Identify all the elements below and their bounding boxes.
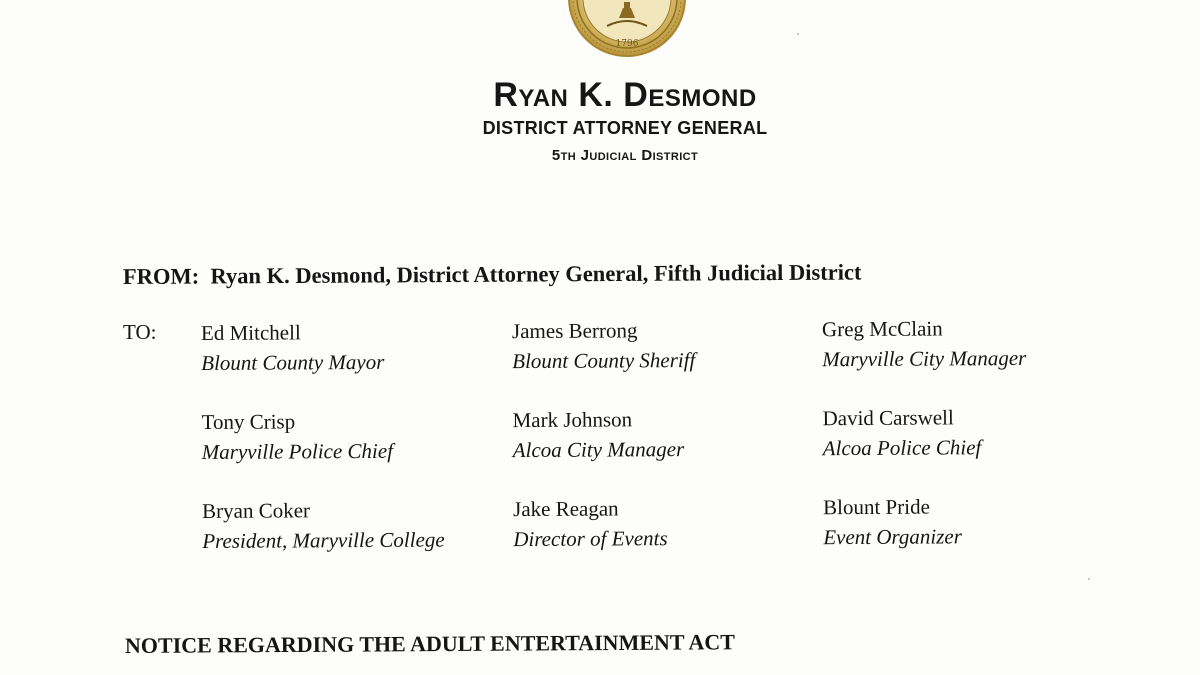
recipient-role: Director of Events (513, 526, 668, 552)
recipient-name: Ed Mitchell (200, 320, 301, 345)
recipient-name: Greg McClain (821, 316, 943, 342)
recipient-item (201, 317, 385, 378)
seal-year: 1796 (615, 39, 639, 49)
recipient-item (202, 495, 445, 556)
recipient-item (513, 493, 668, 554)
from-label: FROM: (122, 263, 200, 289)
to-label: TO: (123, 320, 157, 344)
recipient-role: Blount County Sheriff (512, 347, 696, 374)
letterhead-district: 5th Judicial District (551, 147, 699, 164)
recipient-role: Alcoa Police Chief (822, 435, 982, 461)
recipient-name: Jake Reagan (513, 496, 619, 522)
recipient-role: Blount County Mayor (201, 349, 385, 375)
recipient-item (823, 491, 962, 552)
recipient-name: David Carswell (822, 405, 954, 431)
letterhead-name: Ryan K. Desmond (493, 76, 757, 114)
from-text: Ryan K. Desmond, District Attorney General, Fifth Judicial District (210, 259, 862, 289)
scan-speck (1088, 578, 1090, 580)
recipient-role: Event Organizer (823, 524, 962, 550)
recipient-role: Alcoa City Manager (512, 437, 685, 463)
recipient-role: Maryville City Manager (822, 345, 1027, 372)
letterhead-title: DISTRICT ATTORNEY GENERAL (482, 118, 768, 138)
recipient-name: Tony Crisp (201, 409, 296, 434)
recipient-name: Bryan Coker (202, 498, 311, 523)
recipient-name: Blount Pride (823, 494, 930, 520)
recipient-item (822, 402, 981, 463)
recipient-item (201, 406, 393, 467)
recipient-name: James Berrong (511, 318, 638, 344)
recipient-item (512, 315, 696, 376)
recipient-name: Mark Johnson (512, 407, 633, 433)
recipient-item (512, 404, 684, 465)
notice-heading: NOTICE REGARDING THE ADULT ENTERTAINMENT ACT (124, 629, 735, 658)
scan-speck (797, 33, 799, 35)
recipient-role: President, Maryville College (202, 527, 445, 553)
recipient-item (822, 313, 1026, 374)
recipient-role: Maryville Police Chief (201, 438, 394, 464)
